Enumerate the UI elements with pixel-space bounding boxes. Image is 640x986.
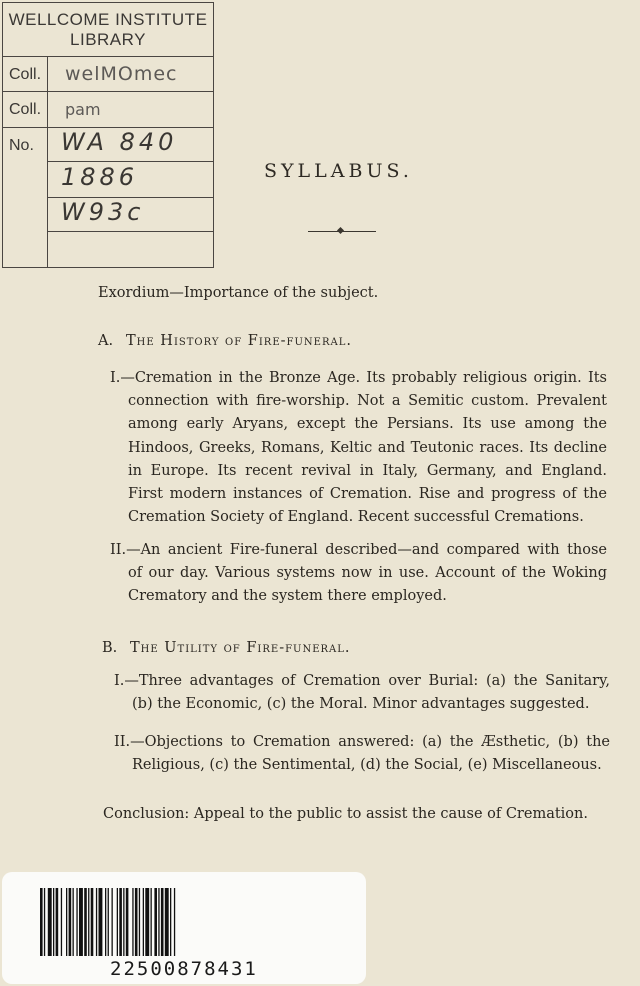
section-a-item-2: II.—An ancient Fire-funeral described—and compared with those of our day. Various systems now in use. Account of the Woking Crematory and the system there employed. bbox=[110, 542, 607, 605]
stamp-header bbox=[3, 3, 213, 57]
stamp-divider bbox=[47, 161, 213, 162]
stamp-divider bbox=[47, 231, 213, 232]
ornament-diamond-icon bbox=[337, 227, 344, 234]
stamp-shelfmark-3: W93c bbox=[61, 198, 145, 226]
stamp-coll2-label: Coll. bbox=[9, 101, 42, 118]
section-b-item-1: I.—Three advantages of Cremation over Burial: (a) the Sanitary, (b) the Economic, (c) the Moral. Minor advantages suggested. bbox=[114, 673, 610, 713]
barcode-icon bbox=[40, 888, 266, 956]
stamp-divider bbox=[3, 91, 213, 92]
stamp-no-label: No. bbox=[9, 137, 34, 154]
section-b-heading: The Utility of Fire-funeral. bbox=[130, 640, 351, 656]
stamp-library: LIBRARY bbox=[70, 30, 146, 49]
stamp-institute: WELLCOME INSTITUTE bbox=[8, 10, 208, 29]
stamp-shelfmark-1: WA 840 bbox=[61, 128, 178, 156]
stamp-shelfmark-2: 1886 bbox=[61, 163, 139, 191]
stamp-coll-label: Coll. bbox=[9, 66, 42, 83]
section-b-letter: B. bbox=[102, 640, 118, 656]
section-a-letter: A. bbox=[98, 333, 114, 349]
stamp-coll2-value: pam bbox=[65, 100, 101, 119]
section-a-heading: The History of Fire-funeral. bbox=[126, 333, 352, 349]
stamp-coll-value: welMOmec bbox=[65, 63, 178, 85]
page-title: SYLLABUS. bbox=[264, 160, 413, 182]
conclusion: Conclusion: Appeal to the public to assist the cause of Cremation. bbox=[103, 806, 588, 822]
barcode-number: 22500878431 bbox=[110, 958, 258, 980]
exordium: Exordium—Importance of the subject. bbox=[98, 285, 379, 301]
stamp-divider bbox=[47, 57, 48, 267]
library-stamp bbox=[2, 2, 214, 268]
section-a-item-1: I.—Cremation in the Bronze Age. Its probably religious origin. Its connection with fire-worship. Not a Semitic custom. Prevalent among early Aryans, except the Persians. Its use among the Hindoos, Greeks, Romans, Keltic and Teutonic races. Its decline in Europe. Its recent revival in Italy, Germany, and England. First modern instances of Cremation. Rise and progress of the Cremation Society of England. Recent successful Cremations. bbox=[110, 370, 607, 526]
section-b-item-2: II.—Objections to Cremation answered: (a) the Æsthetic, (b) the Religious, (c) the Sentimental, (d) the Social, (e) Miscellaneous. bbox=[114, 734, 610, 774]
